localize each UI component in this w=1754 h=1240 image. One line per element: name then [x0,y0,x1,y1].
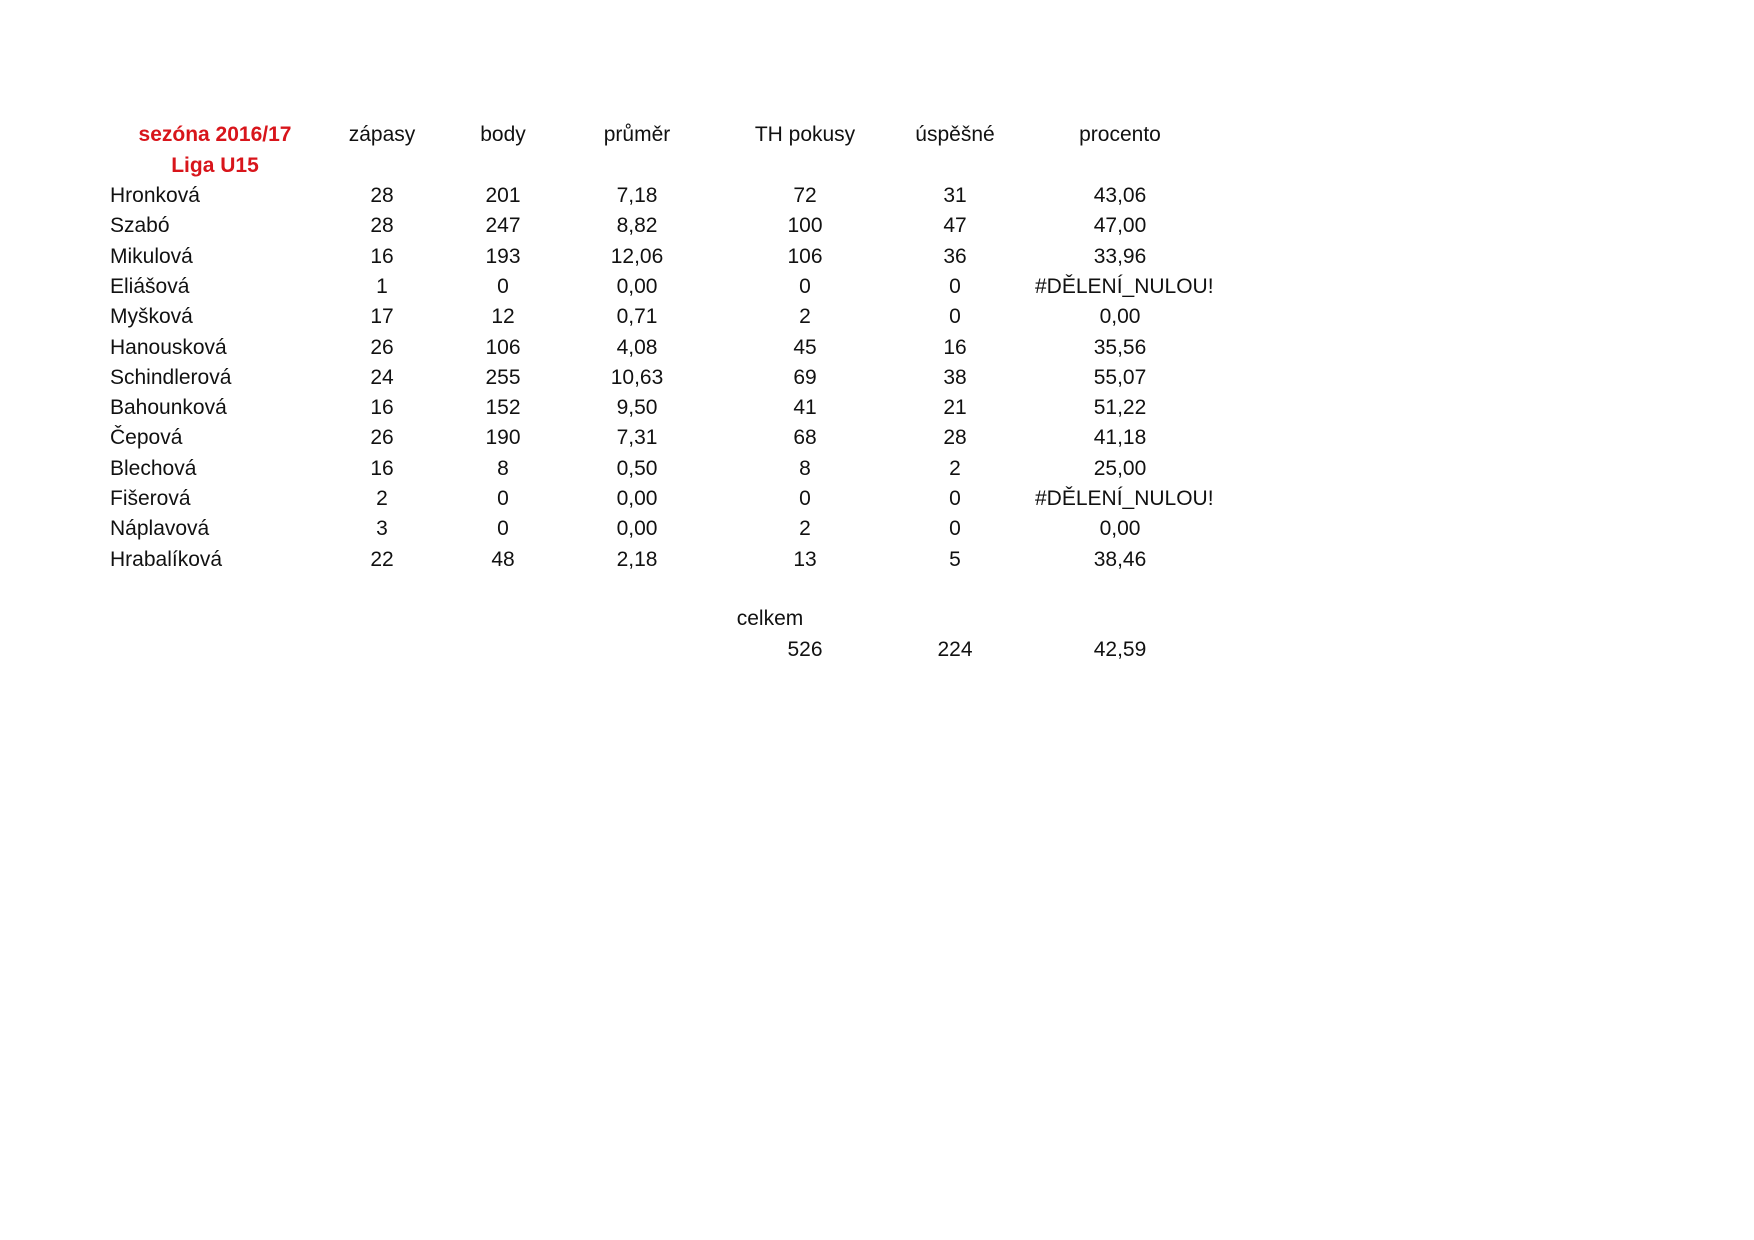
uspesne-cell: 0 [949,517,961,540]
zapasy-cell: 17 [370,305,394,328]
th-pokusy-cell: 13 [793,548,817,571]
totals-row [0,635,1754,665]
body-cell: 247 [485,214,521,237]
player-name: Fišerová [110,487,191,510]
body-cell: 0 [497,487,509,510]
zapasy-cell: 24 [370,366,394,389]
th-pokusy-cell: 8 [799,457,811,480]
column-header-prumer: průměr [603,123,671,146]
prumer-cell: 7,31 [616,426,658,449]
column-header-uspesne: úspěšné [915,123,995,146]
prumer-cell: 0,00 [616,517,658,540]
zapasy-cell: 16 [370,457,394,480]
prumer-cell: 0,50 [616,457,658,480]
table-row [0,454,1754,484]
body-cell: 193 [485,245,521,268]
procento-cell: 43,06 [1093,184,1147,207]
procento-cell: 47,00 [1093,214,1147,237]
zapasy-cell: 26 [370,426,394,449]
player-name: Mikulová [110,245,193,268]
totals-label-row [0,604,1754,634]
league-title: Liga U15 [171,154,259,177]
table-row [0,423,1754,453]
zapasy-cell: 2 [376,487,388,510]
table-row [0,272,1754,302]
player-name: Myšková [110,305,193,328]
procento-cell: #DĚLENÍ_NULOU! [1035,275,1214,298]
prumer-cell: 10,63 [610,366,664,389]
prumer-cell: 4,08 [616,336,658,359]
procento-cell: 55,07 [1093,366,1147,389]
prumer-cell: 0,00 [616,487,658,510]
th-pokusy-cell: 0 [799,487,811,510]
uspesne-cell: 5 [949,548,961,571]
player-name: Eliášová [110,275,190,298]
player-name: Náplavová [110,517,210,540]
player-name: Bahounková [110,396,227,419]
uspesne-cell: 16 [943,336,967,359]
prumer-cell: 12,06 [610,245,664,268]
uspesne-cell: 28 [943,426,967,449]
season-title: sezóna 2016/17 [138,123,292,146]
body-cell: 152 [485,396,521,419]
body-cell: 12 [491,305,515,328]
table-row [0,545,1754,575]
body-cell: 201 [485,184,521,207]
totals-uspesne: 224 [937,638,973,661]
prumer-cell: 7,18 [616,184,658,207]
uspesne-cell: 38 [943,366,967,389]
player-name: Blechová [110,457,197,480]
table-row [0,242,1754,272]
prumer-cell: 0,71 [616,305,658,328]
zapasy-cell: 22 [370,548,394,571]
zapasy-cell: 16 [370,245,394,268]
column-header-body: body [480,123,526,146]
th-pokusy-cell: 41 [793,396,817,419]
totals-procento: 42,59 [1093,638,1147,661]
th-pokusy-cell: 2 [799,305,811,328]
table-row [0,333,1754,363]
uspesne-cell: 0 [949,487,961,510]
body-cell: 255 [485,366,521,389]
prumer-cell: 9,50 [616,396,658,419]
uspesne-cell: 2 [949,457,961,480]
procento-cell: 33,96 [1093,245,1147,268]
player-name: Čepová [110,426,183,449]
body-cell: 0 [497,517,509,540]
column-header-zapasy: zápasy [348,123,416,146]
body-cell: 190 [485,426,521,449]
th-pokusy-cell: 2 [799,517,811,540]
th-pokusy-cell: 100 [787,214,823,237]
zapasy-cell: 16 [370,396,394,419]
th-pokusy-cell: 72 [793,184,817,207]
player-name: Szabó [110,214,170,237]
procento-cell: 25,00 [1093,457,1147,480]
player-name: Hronková [110,184,200,207]
procento-cell: #DĚLENÍ_NULOU! [1035,487,1214,510]
zapasy-cell: 1 [376,275,388,298]
table-row [0,302,1754,332]
zapasy-cell: 3 [376,517,388,540]
header-row [0,120,1754,150]
table-row [0,211,1754,241]
procento-cell: 41,18 [1093,426,1147,449]
body-cell: 0 [497,275,509,298]
procento-cell: 51,22 [1093,396,1147,419]
uspesne-cell: 31 [943,184,967,207]
th-pokusy-cell: 69 [793,366,817,389]
procento-cell: 0,00 [1099,305,1141,328]
league-row [0,151,1754,181]
player-name: Hanousková [110,336,227,359]
uspesne-cell: 21 [943,396,967,419]
totals-label: celkem [736,607,804,630]
table-row [0,484,1754,514]
zapasy-cell: 28 [370,214,394,237]
table-row [0,181,1754,211]
procento-cell: 0,00 [1099,517,1141,540]
th-pokusy-cell: 0 [799,275,811,298]
prumer-cell: 8,82 [616,214,658,237]
body-cell: 106 [485,336,521,359]
table-row [0,393,1754,423]
totals-th-pokusy: 526 [787,638,823,661]
uspesne-cell: 47 [943,214,967,237]
zapasy-cell: 28 [370,184,394,207]
procento-cell: 35,56 [1093,336,1147,359]
table-row [0,363,1754,393]
th-pokusy-cell: 45 [793,336,817,359]
prumer-cell: 0,00 [616,275,658,298]
prumer-cell: 2,18 [616,548,658,571]
body-cell: 48 [491,548,515,571]
th-pokusy-cell: 68 [793,426,817,449]
uspesne-cell: 0 [949,275,961,298]
player-name: Hrabalíková [110,548,223,571]
body-cell: 8 [497,457,509,480]
player-name: Schindlerová [110,366,232,389]
uspesne-cell: 36 [943,245,967,268]
procento-cell: 38,46 [1093,548,1147,571]
column-header-procento: procento [1079,123,1161,146]
th-pokusy-cell: 106 [787,245,823,268]
uspesne-cell: 0 [949,305,961,328]
table-row [0,514,1754,544]
zapasy-cell: 26 [370,336,394,359]
column-header-th-pokusy: TH pokusy [754,123,856,146]
